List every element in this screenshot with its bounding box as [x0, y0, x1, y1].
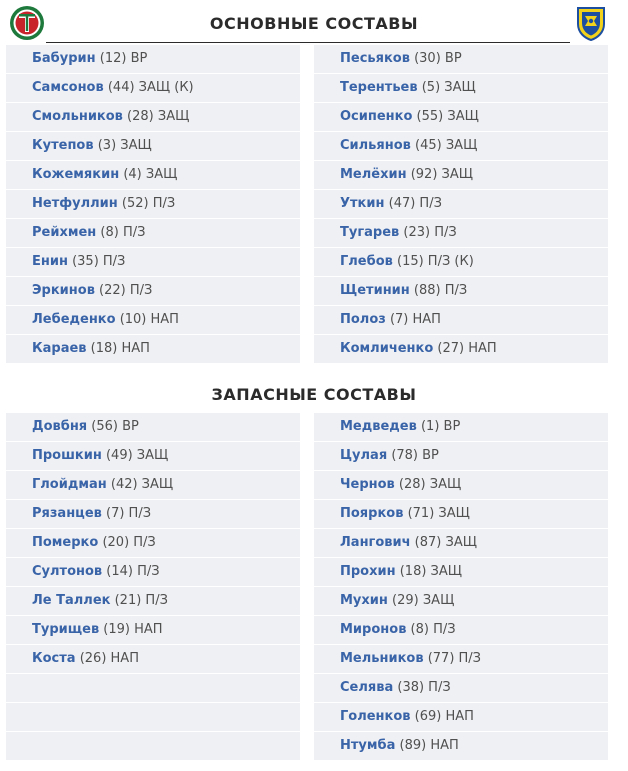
- player-row: [6, 190, 300, 218]
- player-name-link[interactable]: Комличенко: [340, 341, 434, 356]
- substitutes-home-list: [6, 413, 300, 761]
- player-row: [6, 703, 300, 731]
- player-name-link[interactable]: Смольников: [32, 109, 123, 124]
- player-number-position: (42) ЗАЩ: [106, 477, 174, 492]
- player-row: [314, 616, 608, 644]
- player-number-position: (45) ЗАЩ: [410, 138, 478, 153]
- player-row: [314, 103, 608, 131]
- player-name-link[interactable]: Лебеденко: [32, 312, 116, 327]
- player-row: [6, 219, 300, 247]
- player-row: [314, 529, 608, 557]
- player-row: [6, 413, 300, 441]
- player-number-position: (3) ЗАЩ: [93, 138, 152, 153]
- player-name-link[interactable]: Прошкин: [32, 448, 102, 463]
- player-number-position: (12) ВР: [95, 51, 148, 66]
- player-row: [314, 500, 608, 528]
- player-number-position: (15) П/З (К): [392, 254, 474, 269]
- player-number-position: (8) П/З: [406, 622, 456, 637]
- player-row: [6, 558, 300, 586]
- player-number-position: (18) НАП: [86, 341, 150, 356]
- player-number-position: (8) П/З: [96, 225, 146, 240]
- player-number-position: (27) НАП: [433, 341, 497, 356]
- player-name-link[interactable]: Уткин: [340, 196, 385, 211]
- player-number-position: (22) П/З: [94, 283, 153, 298]
- player-number-position: (21) П/З: [110, 593, 168, 608]
- player-number-position: (35) П/З: [67, 254, 126, 269]
- player-row: [314, 306, 608, 334]
- player-row: [314, 132, 608, 160]
- player-name-link[interactable]: Прохин: [340, 564, 396, 579]
- player-row: [314, 732, 608, 760]
- player-row: [314, 413, 608, 441]
- player-name-link[interactable]: Султонов: [32, 564, 103, 579]
- player-name-link[interactable]: Енин: [32, 254, 68, 269]
- substitutes-away-list: [314, 413, 608, 761]
- player-name-link[interactable]: Поярков: [340, 506, 404, 521]
- player-number-position: (71) ЗАЩ: [403, 506, 470, 521]
- player-row: [6, 732, 300, 760]
- player-name-link[interactable]: Нтумба: [340, 738, 396, 753]
- player-row: [314, 674, 608, 702]
- player-name-link[interactable]: Ле Таллек: [32, 593, 111, 608]
- player-name-link[interactable]: Довбня: [32, 419, 88, 434]
- player-number-position: (77) П/З: [423, 651, 482, 666]
- player-number-position: (4) ЗАЩ: [119, 167, 178, 182]
- player-row: [314, 74, 608, 102]
- player-row: [6, 587, 300, 615]
- player-row: [6, 616, 300, 644]
- player-row: [6, 277, 300, 305]
- lineups-title: ОСНОВНЫЕ СОСТАВЫ: [209, 14, 419, 33]
- player-name-link[interactable]: Миронов: [340, 622, 407, 637]
- player-number-position: (14) П/З: [102, 564, 160, 579]
- player-number-position: (29) ЗАЩ: [387, 593, 455, 608]
- player-row: [6, 471, 300, 499]
- player-row: [6, 306, 300, 334]
- player-number-position: (28) ЗАЩ: [394, 477, 462, 492]
- player-number-position: (55) ЗАЩ: [412, 109, 479, 124]
- player-name-link[interactable]: Кожемякин: [32, 167, 120, 182]
- player-number-position: (23) П/З: [399, 225, 457, 240]
- player-number-position: (28) ЗАЩ: [122, 109, 190, 124]
- player-row: [314, 161, 608, 189]
- player-name-link[interactable]: Полоз: [340, 312, 386, 327]
- player-name-link[interactable]: Мухин: [340, 593, 388, 608]
- player-number-position: (44) ЗАЩ (К): [103, 80, 194, 95]
- player-name-link[interactable]: Тугарев: [340, 225, 400, 240]
- player-name-link[interactable]: Осипенко: [340, 109, 413, 124]
- player-row: [6, 674, 300, 702]
- player-number-position: (38) П/З: [393, 680, 451, 695]
- player-row: [314, 190, 608, 218]
- player-name-link[interactable]: Терентьев: [340, 80, 418, 95]
- player-name-link[interactable]: Померко: [32, 535, 99, 550]
- player-number-position: (20) П/З: [98, 535, 156, 550]
- player-name-link[interactable]: Эркинов: [32, 283, 95, 298]
- player-row: [314, 587, 608, 615]
- player-row: [6, 645, 300, 673]
- player-row: [314, 45, 608, 73]
- player-number-position: (18) ЗАЩ: [395, 564, 462, 579]
- player-row: [314, 703, 608, 731]
- player-name-link[interactable]: Лангович: [340, 535, 411, 550]
- player-number-position: (7) НАП: [385, 312, 441, 327]
- player-name-link[interactable]: Самсонов: [32, 80, 104, 95]
- player-name-link[interactable]: Коста: [32, 651, 76, 666]
- player-number-position: (78) ВР: [387, 448, 439, 463]
- lineups-home-list: [6, 45, 300, 364]
- player-name-link[interactable]: Цулая: [340, 448, 388, 463]
- player-row: [6, 335, 300, 363]
- player-name-link[interactable]: Кутепов: [32, 138, 94, 153]
- player-row: [314, 248, 608, 276]
- player-name-link[interactable]: Турищев: [32, 622, 100, 637]
- player-number-position: (92) ЗАЩ: [406, 167, 473, 182]
- player-number-position: (52) П/З: [117, 196, 176, 211]
- player-number-position: (49) ЗАЩ: [101, 448, 169, 463]
- player-row: [6, 248, 300, 276]
- player-row: [314, 442, 608, 470]
- player-number-position: (87) ЗАЩ: [410, 535, 477, 550]
- player-name-link[interactable]: Песьяков: [340, 51, 410, 66]
- player-name-link[interactable]: Мелёхин: [340, 167, 407, 182]
- player-number-position: (5) ЗАЩ: [417, 80, 476, 95]
- player-name-link[interactable]: Голенков: [340, 709, 411, 724]
- player-number-position: (69) НАП: [410, 709, 474, 724]
- player-name-link[interactable]: Нетфуллин: [32, 196, 118, 211]
- player-row: [6, 442, 300, 470]
- player-name-link[interactable]: Медведев: [340, 419, 417, 434]
- player-name-link[interactable]: Сильянов: [340, 138, 411, 153]
- player-row: [314, 335, 608, 363]
- player-row: [6, 529, 300, 557]
- player-row: [314, 277, 608, 305]
- player-number-position: (47) П/З: [384, 196, 442, 211]
- player-row: [6, 500, 300, 528]
- player-number-position: (56) ВР: [87, 419, 139, 434]
- player-row: [6, 74, 300, 102]
- player-name-link[interactable]: Караев: [32, 341, 87, 356]
- player-number-position: (26) НАП: [75, 651, 139, 666]
- player-number-position: (19) НАП: [99, 622, 163, 637]
- player-row: [314, 558, 608, 586]
- player-name-link[interactable]: Чернов: [340, 477, 395, 492]
- player-row: [314, 645, 608, 673]
- player-number-position: (1) ВР: [416, 419, 461, 434]
- player-number-position: (89) НАП: [395, 738, 459, 753]
- player-row: [6, 45, 300, 73]
- player-number-position: (88) П/З: [409, 283, 468, 298]
- player-name-link[interactable]: Рейхмен: [32, 225, 97, 240]
- player-name-link[interactable]: Глойдман: [32, 477, 107, 492]
- player-row: [314, 219, 608, 247]
- player-number-position: (30) ВР: [409, 51, 462, 66]
- player-name-link[interactable]: Щетинин: [340, 283, 410, 298]
- substitutes-title: ЗАПАСНЫЕ СОСТАВЫ: [211, 385, 417, 404]
- lineups-away-list: [314, 45, 608, 364]
- player-row: [6, 132, 300, 160]
- player-row: [6, 161, 300, 189]
- player-name-link[interactable]: Глебов: [340, 254, 393, 269]
- player-number-position: (7) П/З: [101, 506, 152, 521]
- player-name-link[interactable]: Бабурин: [32, 51, 96, 66]
- player-row: [6, 103, 300, 131]
- player-row: [314, 471, 608, 499]
- player-name-link[interactable]: Мельников: [340, 651, 424, 666]
- player-name-link[interactable]: Селява: [340, 680, 394, 695]
- player-number-position: (10) НАП: [115, 312, 179, 327]
- player-name-link[interactable]: Рязанцев: [32, 506, 102, 521]
- title-divider: [46, 42, 570, 43]
